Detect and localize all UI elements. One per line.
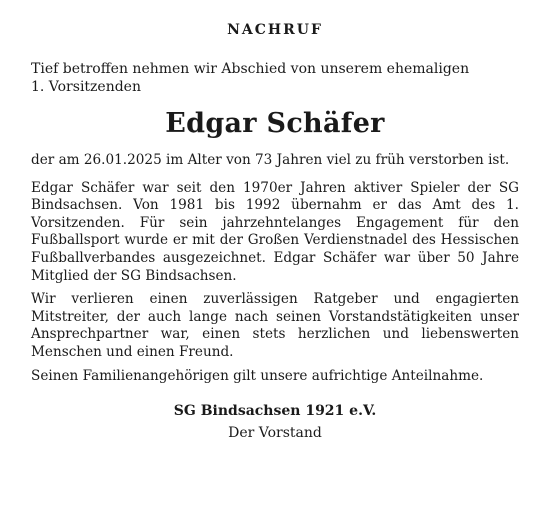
notice-heading: NACHRUF (227, 22, 323, 38)
signature-role: Der Vorstand (228, 425, 322, 442)
signature-organization: SG Bindsachsen 1921 e.V. (173, 403, 377, 420)
intro-line-2: 1. Vorsitzenden (31, 79, 141, 95)
paragraph-condolences: Seinen Familienangehörigen gilt unsere aufrichtige Anteilnahme. (31, 367, 484, 384)
intro-line-1: Tief betroffen nehmen wir Abschied von unserem ehemaligen (31, 61, 470, 77)
paragraph-death-info: der am 26.01.2025 im Alter von 73 Jahren viel zu früh verstorben ist. (31, 152, 510, 168)
deceased-name: Edgar Schäfer (165, 108, 385, 139)
paragraph-tribute: Wir verlieren einen zuverlässigen Ratgeber und engagierten Mitstreiter, der auch lange nach seinen Vorstandstätigkeiten unser Ansprechpartner war, einen stets herzlichen und liebenswerten Menschen und einen Freund. (31, 291, 519, 360)
paragraph-biography: Edgar Schäfer war seit den 1970er Jahren aktiver Spieler der SG Bindsachsen. Von 1981 bis 1992 übernahm er das Amt des 1. Vorsitzenden. Für sein jahrzehntelanges Engagement für den Fußballsport wurde er mit der Großen Verdienstnadel des Hessischen Fußballverbandes ausgezeichnet. Edgar Schäfer war über 50 Jahre Mitglied der SG Bindsachsen. (31, 179, 519, 284)
intro-text (31, 60, 519, 96)
